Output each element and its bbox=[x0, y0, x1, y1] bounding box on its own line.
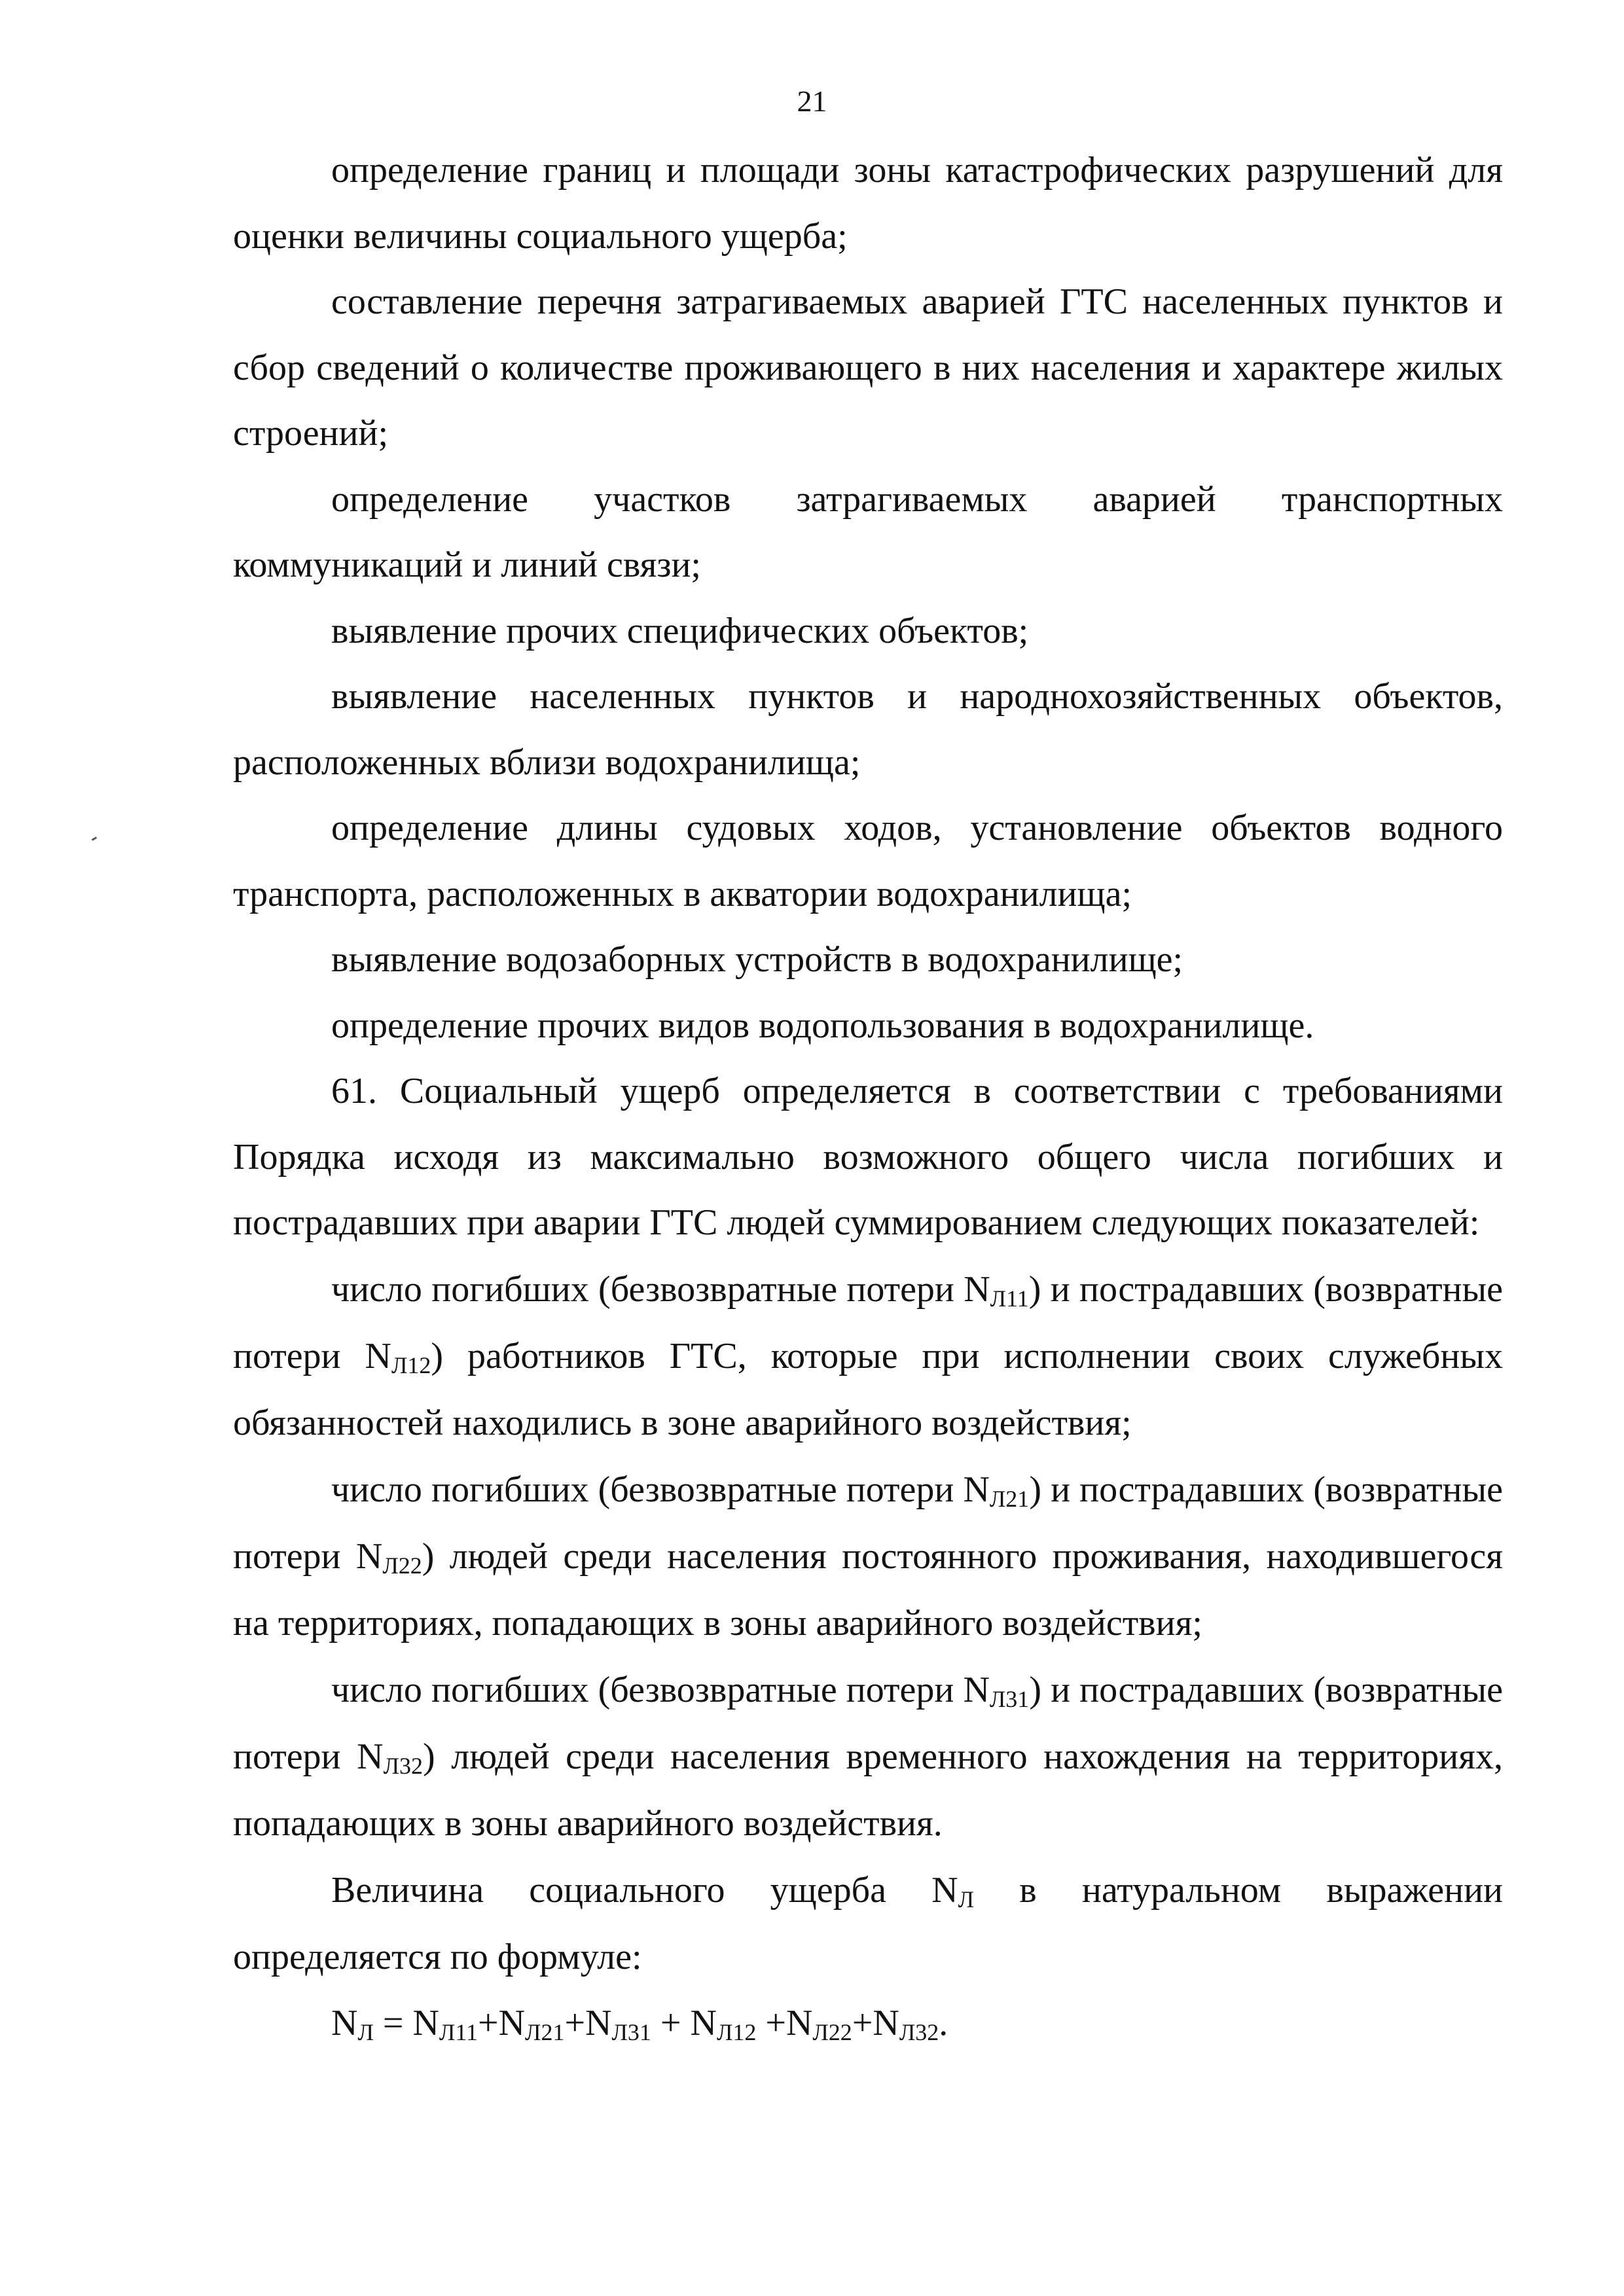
formula-term: +N bbox=[564, 2002, 612, 2043]
formula-term: = N bbox=[373, 2002, 439, 2043]
item-text: ) людей среди населения временного нахождения на территориях, попадающих в зоны аварийного воздействия. bbox=[233, 1736, 1504, 1844]
item-text: ) и пострадавших (возвратные потери N bbox=[233, 1669, 1503, 1777]
subscript: Л12 bbox=[391, 1352, 431, 1378]
subscript: Л bbox=[357, 2018, 374, 2045]
formula bbox=[233, 1990, 1503, 2056]
item-text: ) работников ГТС, которые при исполнении своих служебных обязанностей находились в зоне аварийного воздействия; bbox=[233, 1335, 1503, 1443]
paragraph: определение длины судовых ходов, установление объектов водного транспорта, расположенных в акватории водохранилища; bbox=[233, 808, 1503, 914]
indicator-item bbox=[233, 1657, 1503, 1857]
subscript: Л22 bbox=[812, 2018, 852, 2045]
subscript: Л bbox=[958, 1886, 975, 1912]
subscript: Л31 bbox=[611, 2018, 651, 2045]
subscript: Л11 bbox=[990, 1285, 1029, 1312]
subscript: Л32 bbox=[899, 2018, 939, 2045]
item-text: ) людей среди населения постоянного проживания, находившегося на территориях, попадающих в зоны аварийного воздействия; bbox=[233, 1535, 1504, 1643]
formula-term: +N bbox=[756, 2002, 813, 2043]
magnitude-text: в натуральном выражении определяется по формуле: bbox=[233, 1869, 1504, 1977]
document-body bbox=[233, 137, 1503, 2056]
formula-term: +N bbox=[852, 2002, 899, 2043]
subscript: Л21 bbox=[525, 2018, 565, 2045]
item-text: число погибших (безвозвратные потери N bbox=[331, 1669, 990, 1710]
formula-term: +N bbox=[478, 2002, 526, 2043]
item-text: число погибших (безвозвратные потери N bbox=[331, 1268, 990, 1310]
item-text: ) и пострадавших (возвратные потери N bbox=[233, 1469, 1503, 1577]
paragraph: выявление прочих специфических объектов; bbox=[331, 610, 1029, 651]
paragraph: определение границ и площади зоны катастрофических разрушений для оценки величины социального ущерба; bbox=[233, 150, 1503, 257]
scan-mark bbox=[92, 836, 97, 841]
formula-term: + N bbox=[651, 2002, 717, 2043]
formula-term: N bbox=[331, 2002, 358, 2043]
subscript: Л21 bbox=[989, 1485, 1030, 1512]
formula-term: . bbox=[939, 2002, 948, 2043]
subscript: Л31 bbox=[989, 1685, 1030, 1712]
magnitude-text: Величина социального ущерба N bbox=[331, 1869, 958, 1910]
item-text: число погибших (безвозвратные потери N bbox=[331, 1469, 990, 1510]
indicator-item bbox=[233, 1456, 1503, 1657]
paragraph-61: 61. Социальный ущерб определяется в соответствии с требованиями Порядка исходя из максимально возможного общего числа погибших и пострадавших при аварии ГТС людей суммированием следующих показателей: bbox=[233, 1071, 1503, 1243]
magnitude-paragraph bbox=[233, 1857, 1503, 1990]
paragraph: выявление населенных пунктов и народнохозяйственных объектов, расположенных вблизи водохранилища; bbox=[233, 676, 1503, 783]
indicator-item bbox=[233, 1256, 1503, 1456]
subscript: Л12 bbox=[716, 2018, 757, 2045]
paragraph: определение участков затрагиваемых аварией транспортных коммуникаций и линий связи; bbox=[233, 478, 1503, 585]
paragraph: определение прочих видов водопользования в водохранилище. bbox=[331, 1005, 1314, 1046]
subscript: Л11 bbox=[439, 2018, 478, 2045]
item-text: ) и пострадавших (возвратные потери N bbox=[233, 1268, 1504, 1376]
page-number: 21 bbox=[797, 84, 827, 118]
subscript: Л32 bbox=[383, 1752, 423, 1779]
paragraph: составление перечня затрагиваемых аварией ГТС населенных пунктов и сбор сведений о количестве проживающего в них населения и характере жилых строений; bbox=[233, 281, 1503, 454]
subscript: Л22 bbox=[382, 1552, 422, 1579]
paragraph: выявление водозаборных устройств в водохранилище; bbox=[331, 939, 1183, 980]
